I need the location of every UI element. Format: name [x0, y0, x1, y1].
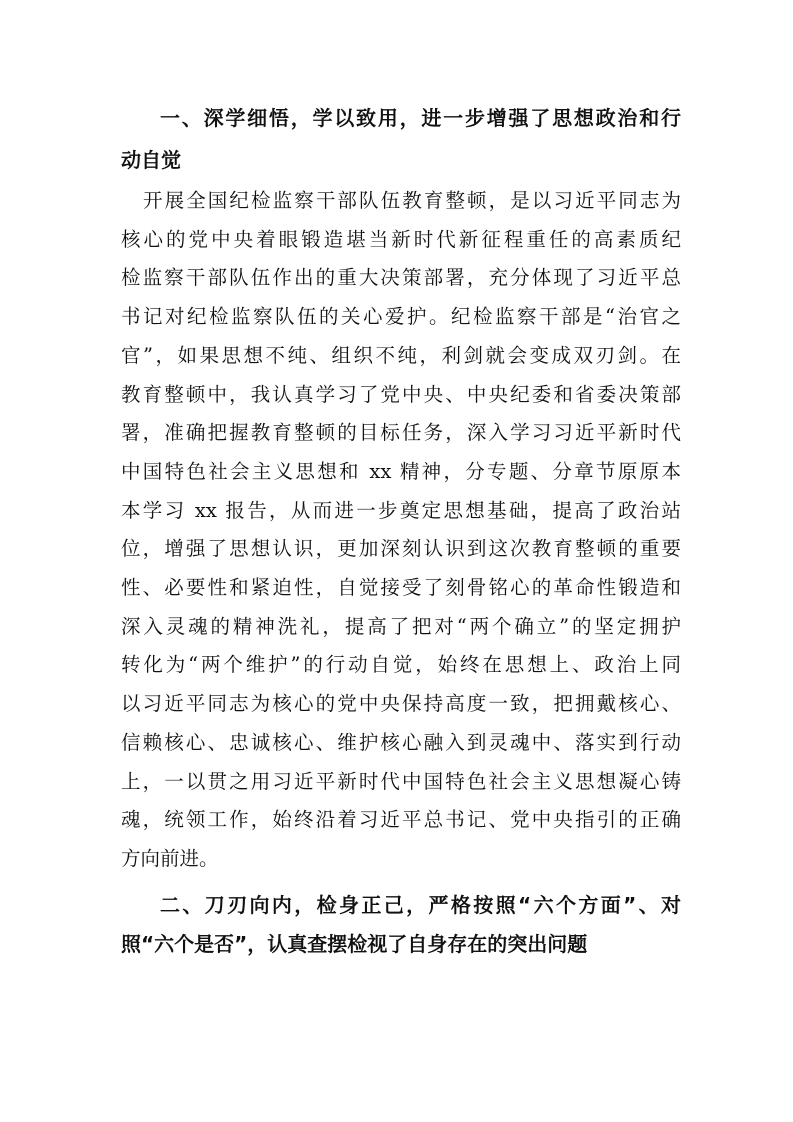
body-line: 性、必要性和紧迫性，自觉接受了刻骨铭心的革命性锻造和 [121, 576, 681, 599]
body-line: 官”，如果思想不纯、组织不纯，利剑就会变成双刃剑。在 [121, 343, 681, 367]
body-line: 以习近平同志为核心的党中央保持高度一致，把拥戴核心、 [121, 692, 681, 716]
section1-heading-line-2: 动自觉 [121, 148, 181, 172]
section2-heading-line-2: 照“六个是否”，认真查摆检视了自身存在的突出问题 [121, 932, 588, 956]
body-line: 本学习 xx 报告，从而进一步奠定思想基础，提高了政治站 [121, 498, 681, 522]
body-line: 方向前进。 [121, 846, 219, 870]
body-line: 转化为“两个维护”的行动自觉，始终在思想上、政治上同 [121, 653, 681, 677]
body-line: 魂，统领工作，始终沿着习近平总书记、党中央指引的正确 [121, 808, 681, 832]
body-line: 核心的党中央着眼锻造堪当新时代新征程重任的高素质纪 [121, 227, 681, 251]
section2-heading-line-1: 二、刀刃向内，检身正己，严格按照“六个方面”、对 [160, 893, 681, 917]
body-line: 检监察干部队伍作出的重大决策部署，充分体现了习近平总 [121, 266, 681, 290]
body-line: 书记对纪检监察队伍的关心爱护。纪检监察干部是“治官之 [121, 305, 681, 329]
body-line: 中国特色社会主义思想和 xx 精神，分专题、分章节原原本 [121, 459, 681, 483]
body-line: 深入灵魂的精神洗礼，提高了把对“两个确立”的坚定拥护 [121, 614, 681, 638]
body-line: 上，一以贯之用习近平新时代中国特色社会主义思想凝心铸 [121, 769, 681, 793]
body-line: 位，增强了思想认识，更加深刻认识到这次教育整顿的重要 [121, 537, 681, 561]
body-line: 开展全国纪检监察干部队伍教育整顿，是以习近平同志为 [143, 189, 681, 212]
body-line: 信赖核心、忠诚核心、维护核心融入到灵魂中、落实到行动 [121, 730, 681, 754]
body-line: 教育整顿中，我认真学习了党中央、中央纪委和省委决策部 [121, 382, 681, 406]
section1-heading-line-1: 一、深学细悟，学以致用，进一步增强了思想政治和行 [160, 106, 681, 130]
body-line: 署，准确把握教育整顿的目标任务，深入学习习近平新时代 [121, 421, 681, 445]
